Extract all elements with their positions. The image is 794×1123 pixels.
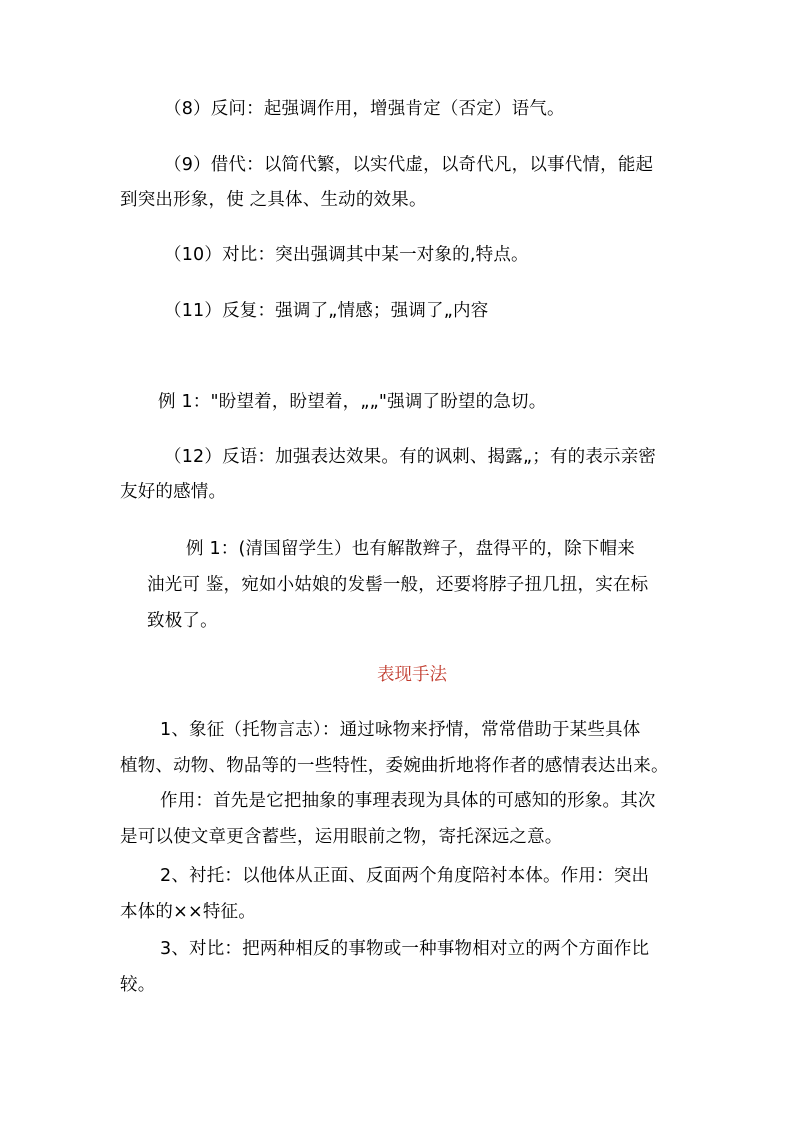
technique-1-effect-line2: 是可以使文章更含蓄些，运用眼前之物，寄托深远之意。 [120, 827, 563, 847]
technique-1-effect-line1: 作用：首先是它把抽象的事理表现为具体的可感知的形象。其次 [160, 791, 656, 811]
section-title: 表现手法 [377, 665, 447, 685]
rhetoric-item-10: （10）对比：突出强调其中某一对象的,特点。 [164, 245, 529, 265]
rhetoric-item-11-example: 例 1："盼望着，盼望着，„„"强调了盼望的急切。 [158, 392, 547, 412]
technique-3-line1: 3、对比：把两种相反的事物或一种事物相对立的两个方面作比 [160, 939, 650, 959]
rhetoric-item-12-example-line1: 例 1：(清国留学生）也有解散辫子，盘得平的，除下帽来 [186, 539, 635, 559]
rhetoric-item-11: （11）反复：强调了„情感；强调了„内容 [164, 301, 489, 321]
technique-2-line2: 本体的××特征。 [120, 902, 256, 922]
technique-2-line1: 2、衬托：以他体从正面、反面两个角度陪衬本体。作用：突出 [160, 866, 650, 886]
rhetoric-item-12-example-line3: 致极了。 [147, 611, 218, 631]
rhetoric-item-9-line1: （9）借代：以简代繁，以实代虚，以奇代凡，以事代情，能起 [164, 155, 654, 175]
rhetoric-item-12-example-line2: 油光可 鉴，宛如小姑娘的发髻一般，还要将脖子扭几扭，实在标 [147, 575, 649, 595]
technique-1-line2: 植物、动物、物品等的一些特性，委婉曲折地将作者的感情表达出来。 [120, 756, 669, 776]
rhetoric-item-12-line1: （12）反语：加强表达效果。有的讽刺、揭露„；有的表示亲密 [164, 447, 657, 467]
rhetoric-item-9-line2: 到突出形象，使 之具体、生动的效果。 [120, 190, 427, 210]
technique-1-line1: 1、象征（托物言志）：通过咏物来抒情，常常借助于某些具体 [160, 720, 641, 740]
technique-3-line2: 较。 [120, 975, 156, 995]
rhetoric-item-8: （8）反问：起强调作用，增强肯定（否定）语气。 [164, 99, 565, 119]
rhetoric-item-12-line2: 友好的感情。 [120, 482, 227, 502]
